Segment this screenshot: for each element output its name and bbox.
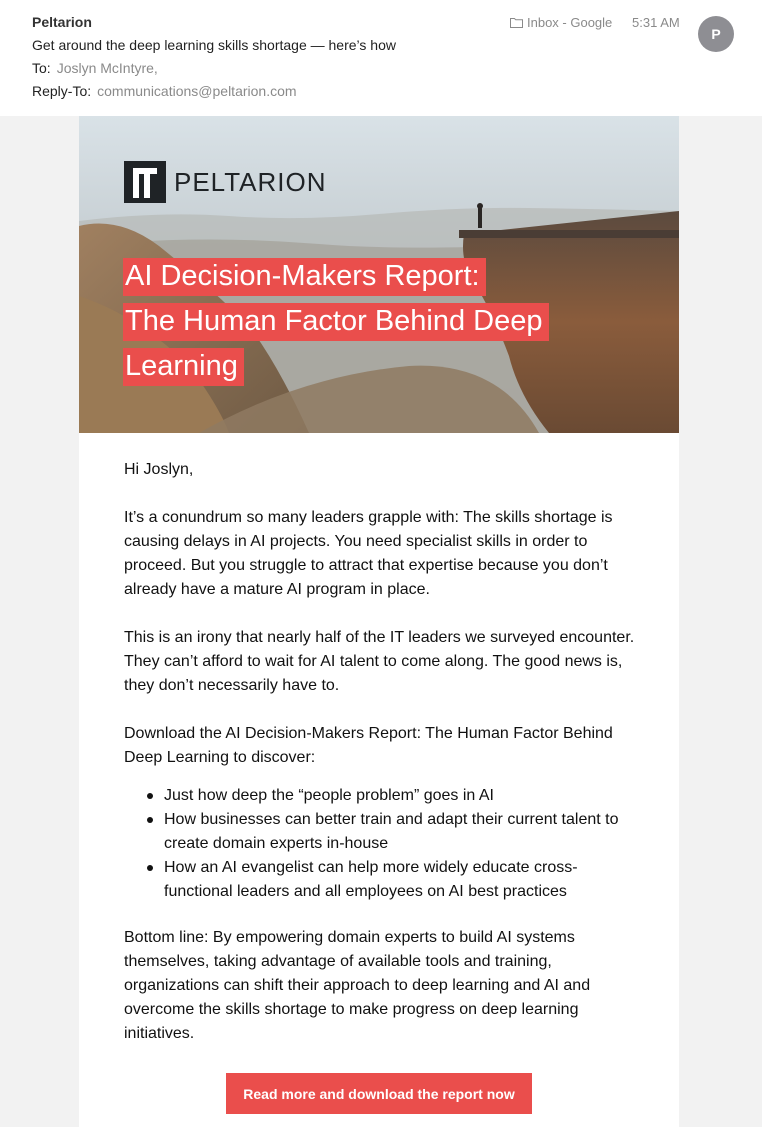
report-title [123,254,583,389]
hero-banner [79,116,679,433]
folder-label: Inbox - Google [527,15,613,30]
paragraph-2: This is an irony that nearly half of the IT leaders we surveyed encounter. They can’t afford to wait for AI talent to come along. The good news is, they don’t necessarily have to. [124,629,635,694]
report-title-line-2: The Human Factor Behind Deep [123,303,549,341]
paragraph-4: Bottom line: By empowering domain experts to build AI systems themselves, taking advantage of available tools and training, organizations can shift their approach to deep learning and AI and overcome the skills shortage to make progress on deep learning initiatives. [124,929,591,1042]
reply-to-label: Reply-To: [32,83,92,99]
reply-to-address[interactable]: communications@peltarion.com [97,83,297,99]
report-title-line-1: AI Decision-Makers Report: [123,258,486,296]
peltarion-logo-icon [124,161,166,203]
paragraph-1: It’s a conundrum so many leaders grapple with: The skills shortage is causing delays in AI projects. You need specialist skills in order to proceed. But you struggle to attract that expertise because you don’t already have a mature AI program in place. [124,509,613,598]
email-subject: Get around the deep learning skills shortage — here’s how [32,37,396,53]
mailbox-folder[interactable] [510,15,612,30]
download-report-button[interactable]: Read more and download the report now [226,1073,532,1114]
mail-header [0,0,762,116]
list-item: Just how deep the “people problem” goes in AI [164,784,639,808]
to-recipient[interactable]: Joslyn McIntyre, [56,60,158,76]
discover-list [164,784,639,904]
report-title-line-3: Learning [123,348,244,386]
list-item: How an AI evangelist can help more widely educate cross-functional leaders and all employees on AI best practices [164,856,639,904]
folder-icon [510,17,523,28]
greeting: Hi Joslyn, [124,461,194,478]
received-time: 5:31 AM [632,15,680,30]
sender-name[interactable]: Peltarion [32,14,92,30]
to-row [32,60,158,76]
list-item: How businesses can better train and adapt their current talent to create domain experts in-house [164,808,639,856]
sender-avatar[interactable]: P [698,16,734,52]
paragraph-3: Download the AI Decision-Makers Report: The Human Factor Behind Deep Learning to discover: [124,725,613,766]
logo-text: PELTARION [174,166,327,197]
peltarion-logo[interactable] [124,161,327,203]
message-text [124,458,639,1070]
reply-to-row [32,83,297,99]
to-label: To: [32,60,51,76]
email-body [79,116,679,1127]
